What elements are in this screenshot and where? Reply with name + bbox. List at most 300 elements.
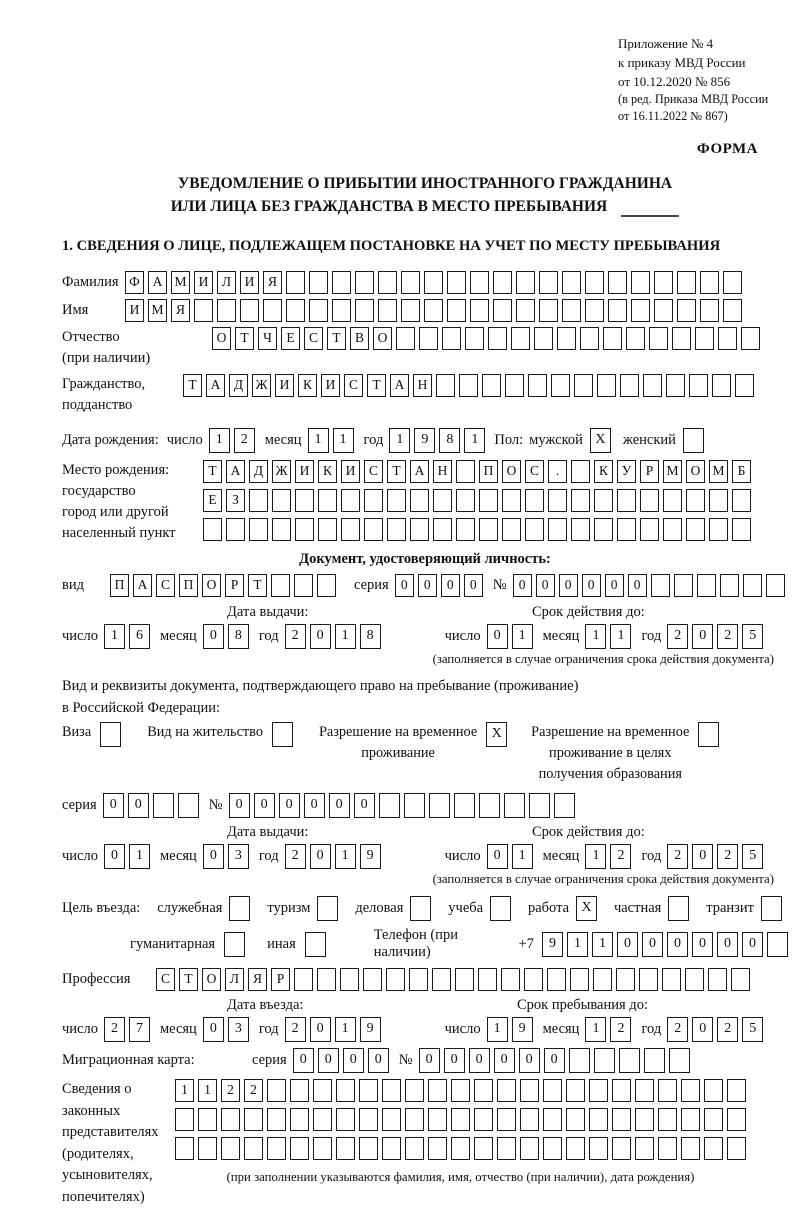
day-cell[interactable]: 2: [234, 428, 255, 453]
birth-place-cell[interactable]: [617, 489, 636, 512]
surname-cell[interactable]: И: [194, 271, 213, 294]
given-name-cell[interactable]: [470, 299, 489, 322]
representative-cell[interactable]: [566, 1137, 585, 1160]
patronymic-cell[interactable]: [396, 327, 415, 350]
residence-number-cell[interactable]: [529, 793, 550, 818]
patronymic-cell[interactable]: В: [350, 327, 369, 350]
surname-cell[interactable]: [378, 271, 397, 294]
surname-cell[interactable]: А: [148, 271, 167, 294]
year-cell[interactable]: 2: [717, 844, 738, 869]
given-name-cell[interactable]: [562, 299, 581, 322]
representative-cell[interactable]: [566, 1079, 585, 1102]
patronymic-cell[interactable]: Т: [235, 327, 254, 350]
citizenship-cell[interactable]: А: [390, 374, 409, 397]
representative-cell[interactable]: [589, 1079, 608, 1102]
representative-cell[interactable]: [221, 1137, 240, 1160]
year-cell[interactable]: 1: [335, 624, 356, 649]
profession-cell[interactable]: [662, 968, 681, 991]
day-cell[interactable]: 0: [487, 624, 508, 649]
birth-place-cell[interactable]: А: [226, 460, 245, 483]
citizenship-cell[interactable]: [712, 374, 731, 397]
profession-cell[interactable]: [547, 968, 566, 991]
patronymic-cell[interactable]: [511, 327, 530, 350]
birth-place-cell[interactable]: [709, 518, 728, 541]
profession-cell[interactable]: [708, 968, 727, 991]
doc-type-cell[interactable]: С: [156, 574, 175, 597]
representative-cell[interactable]: [658, 1108, 677, 1131]
year-cell[interactable]: 2: [717, 1017, 738, 1042]
representative-cell[interactable]: [221, 1108, 240, 1131]
migration-number-cell[interactable]: [594, 1048, 615, 1073]
birth-place-cell[interactable]: [410, 489, 429, 512]
representative-cell[interactable]: [497, 1079, 516, 1102]
birth-place-cell[interactable]: [341, 489, 360, 512]
birth-place-cell[interactable]: И: [341, 460, 360, 483]
birth-place-cell[interactable]: Ж: [272, 460, 291, 483]
citizenship-cell[interactable]: А: [206, 374, 225, 397]
patronymic-cell[interactable]: Ч: [258, 327, 277, 350]
birth-place-cell[interactable]: [686, 518, 705, 541]
residence-number-cell[interactable]: [479, 793, 500, 818]
residence-number-cell[interactable]: [504, 793, 525, 818]
birth-place-cell[interactable]: [364, 489, 383, 512]
patronymic-cell[interactable]: Е: [281, 327, 300, 350]
day-cell[interactable]: 1: [129, 844, 150, 869]
profession-cell[interactable]: [294, 968, 313, 991]
doc-number-cell[interactable]: [651, 574, 670, 597]
patronymic-cell[interactable]: [534, 327, 553, 350]
surname-cell[interactable]: [447, 271, 466, 294]
temporary-residence-education-checkbox[interactable]: [698, 722, 719, 747]
surname-cell[interactable]: Ф: [125, 271, 144, 294]
citizenship-cell[interactable]: [574, 374, 593, 397]
birth-place-cell[interactable]: С: [525, 460, 544, 483]
representative-cell[interactable]: 2: [221, 1079, 240, 1102]
residence-permit-checkbox[interactable]: [272, 722, 293, 747]
given-name-cell[interactable]: Я: [171, 299, 190, 322]
representative-cell[interactable]: 1: [198, 1079, 217, 1102]
citizenship-cell[interactable]: [551, 374, 570, 397]
given-name-cell[interactable]: [401, 299, 420, 322]
representative-cell[interactable]: [704, 1137, 723, 1160]
given-name-cell[interactable]: [493, 299, 512, 322]
representative-cell[interactable]: [497, 1108, 516, 1131]
birth-place-cell[interactable]: [203, 518, 222, 541]
migration-number-cell[interactable]: 0: [419, 1048, 440, 1073]
year-cell[interactable]: 2: [667, 844, 688, 869]
patronymic-cell[interactable]: О: [212, 327, 231, 350]
day-cell[interactable]: 6: [129, 624, 150, 649]
day-cell[interactable]: 0: [487, 844, 508, 869]
birth-place-cell[interactable]: С: [364, 460, 383, 483]
birth-place-cell[interactable]: [594, 518, 613, 541]
birth-place-cell[interactable]: [548, 518, 567, 541]
birth-place-cell[interactable]: [571, 489, 590, 512]
birth-place-cell[interactable]: Т: [387, 460, 406, 483]
migration-series-cell[interactable]: 0: [318, 1048, 339, 1073]
year-cell[interactable]: 0: [692, 624, 713, 649]
birth-place-cell[interactable]: Н: [433, 460, 452, 483]
migration-series-cell[interactable]: 0: [343, 1048, 364, 1073]
representative-cell[interactable]: [658, 1079, 677, 1102]
doc-series-cell[interactable]: 0: [395, 574, 414, 597]
profession-cell[interactable]: [478, 968, 497, 991]
profession-cell[interactable]: [639, 968, 658, 991]
citizenship-cell[interactable]: [482, 374, 501, 397]
purpose-private-checkbox[interactable]: [668, 896, 689, 921]
citizenship-cell[interactable]: Д: [229, 374, 248, 397]
profession-cell[interactable]: [363, 968, 382, 991]
representative-cell[interactable]: [359, 1108, 378, 1131]
doc-series-cell[interactable]: 0: [464, 574, 483, 597]
representative-cell[interactable]: [635, 1079, 654, 1102]
day-cell[interactable]: 1: [104, 624, 125, 649]
representative-cell[interactable]: 2: [244, 1079, 263, 1102]
month-cell[interactable]: 0: [203, 1017, 224, 1042]
birth-place-cell[interactable]: Д: [249, 460, 268, 483]
representative-cell[interactable]: [336, 1079, 355, 1102]
year-cell[interactable]: 5: [742, 1017, 763, 1042]
representative-cell[interactable]: [405, 1079, 424, 1102]
birth-place-cell[interactable]: [663, 518, 682, 541]
phone-digit-cell[interactable]: 1: [592, 932, 613, 957]
representative-cell[interactable]: [428, 1108, 447, 1131]
migration-number-cell[interactable]: [619, 1048, 640, 1073]
birth-place-cell[interactable]: [433, 489, 452, 512]
representative-cell[interactable]: [474, 1108, 493, 1131]
given-name-cell[interactable]: [263, 299, 282, 322]
month-cell[interactable]: 3: [228, 1017, 249, 1042]
year-cell[interactable]: 1: [335, 844, 356, 869]
birth-place-cell[interactable]: М: [709, 460, 728, 483]
representative-cell[interactable]: [566, 1108, 585, 1131]
doc-number-cell[interactable]: 0: [559, 574, 578, 597]
birth-place-cell[interactable]: [410, 518, 429, 541]
residence-number-cell[interactable]: [429, 793, 450, 818]
representative-cell[interactable]: [244, 1137, 263, 1160]
representative-cell[interactable]: [681, 1108, 700, 1131]
citizenship-cell[interactable]: [597, 374, 616, 397]
surname-cell[interactable]: М: [171, 271, 190, 294]
representative-cell[interactable]: [474, 1137, 493, 1160]
birth-place-cell[interactable]: [594, 489, 613, 512]
residence-number-cell[interactable]: [379, 793, 400, 818]
profession-cell[interactable]: [432, 968, 451, 991]
year-cell[interactable]: 8: [439, 428, 460, 453]
profession-cell[interactable]: О: [202, 968, 221, 991]
patronymic-cell[interactable]: [718, 327, 737, 350]
birth-place-cell[interactable]: [571, 518, 590, 541]
birth-place-cell[interactable]: .: [548, 460, 567, 483]
month-cell[interactable]: 8: [228, 624, 249, 649]
surname-cell[interactable]: [332, 271, 351, 294]
representative-cell[interactable]: [704, 1079, 723, 1102]
citizenship-cell[interactable]: Т: [183, 374, 202, 397]
sex-male-checkbox[interactable]: X: [590, 428, 611, 453]
year-cell[interactable]: 2: [285, 1017, 306, 1042]
representative-cell[interactable]: [497, 1137, 516, 1160]
year-cell[interactable]: 5: [742, 844, 763, 869]
profession-cell[interactable]: [685, 968, 704, 991]
year-cell[interactable]: 0: [310, 1017, 331, 1042]
migration-number-cell[interactable]: [669, 1048, 690, 1073]
day-cell[interactable]: 0: [104, 844, 125, 869]
residence-number-cell[interactable]: [454, 793, 475, 818]
representative-cell[interactable]: [198, 1108, 217, 1131]
given-name-cell[interactable]: [539, 299, 558, 322]
representative-cell[interactable]: [267, 1137, 286, 1160]
representative-cell[interactable]: [175, 1137, 194, 1160]
citizenship-cell[interactable]: Т: [367, 374, 386, 397]
profession-cell[interactable]: [409, 968, 428, 991]
birth-place-cell[interactable]: [479, 518, 498, 541]
year-cell[interactable]: 0: [310, 844, 331, 869]
patronymic-cell[interactable]: [626, 327, 645, 350]
year-cell[interactable]: 2: [667, 1017, 688, 1042]
birth-place-cell[interactable]: О: [686, 460, 705, 483]
phone-digit-cell[interactable]: 0: [742, 932, 763, 957]
representative-cell[interactable]: [727, 1108, 746, 1131]
residence-number-cell[interactable]: 0: [229, 793, 250, 818]
representative-cell[interactable]: [267, 1079, 286, 1102]
patronymic-cell[interactable]: [603, 327, 622, 350]
birth-place-cell[interactable]: [318, 489, 337, 512]
birth-place-cell[interactable]: К: [318, 460, 337, 483]
given-name-cell[interactable]: [700, 299, 719, 322]
year-cell[interactable]: 9: [414, 428, 435, 453]
representative-cell[interactable]: [175, 1108, 194, 1131]
migration-number-cell[interactable]: [569, 1048, 590, 1073]
birth-place-cell[interactable]: [272, 518, 291, 541]
residence-number-cell[interactable]: [554, 793, 575, 818]
phone-digit-cell[interactable]: 0: [667, 932, 688, 957]
birth-place-cell[interactable]: Р: [640, 460, 659, 483]
given-name-cell[interactable]: [677, 299, 696, 322]
birth-place-cell[interactable]: [456, 489, 475, 512]
representative-cell[interactable]: [451, 1137, 470, 1160]
birth-place-cell[interactable]: [456, 518, 475, 541]
phone-digit-cell[interactable]: 1: [567, 932, 588, 957]
citizenship-cell[interactable]: Н: [413, 374, 432, 397]
phone-digit-cell[interactable]: 0: [642, 932, 663, 957]
doc-type-cell[interactable]: [271, 574, 290, 597]
surname-cell[interactable]: [723, 271, 742, 294]
representative-cell[interactable]: [589, 1137, 608, 1160]
birth-place-cell[interactable]: [249, 518, 268, 541]
doc-type-cell[interactable]: А: [133, 574, 152, 597]
month-cell[interactable]: 1: [585, 624, 606, 649]
citizenship-cell[interactable]: К: [298, 374, 317, 397]
representative-cell[interactable]: [543, 1108, 562, 1131]
representative-cell[interactable]: [589, 1108, 608, 1131]
representative-cell[interactable]: [405, 1137, 424, 1160]
surname-cell[interactable]: [654, 271, 673, 294]
residence-number-cell[interactable]: 0: [254, 793, 275, 818]
profession-cell[interactable]: Р: [271, 968, 290, 991]
phone-digit-cell[interactable]: 0: [717, 932, 738, 957]
given-name-cell[interactable]: [240, 299, 259, 322]
surname-cell[interactable]: [355, 271, 374, 294]
representative-cell[interactable]: [543, 1137, 562, 1160]
citizenship-cell[interactable]: [459, 374, 478, 397]
purpose-official-checkbox[interactable]: [229, 896, 250, 921]
birth-place-cell[interactable]: [387, 489, 406, 512]
birth-place-cell[interactable]: К: [594, 460, 613, 483]
citizenship-cell[interactable]: И: [321, 374, 340, 397]
migration-number-cell[interactable]: 0: [544, 1048, 565, 1073]
surname-cell[interactable]: [286, 271, 305, 294]
year-cell[interactable]: 2: [717, 624, 738, 649]
purpose-humanitarian-checkbox[interactable]: [224, 932, 245, 957]
surname-cell[interactable]: И: [240, 271, 259, 294]
doc-type-cell[interactable]: П: [110, 574, 129, 597]
representative-cell[interactable]: [635, 1137, 654, 1160]
birth-place-cell[interactable]: [226, 518, 245, 541]
migration-number-cell[interactable]: 0: [494, 1048, 515, 1073]
citizenship-cell[interactable]: С: [344, 374, 363, 397]
doc-number-cell[interactable]: [743, 574, 762, 597]
phone-digit-cell[interactable]: 0: [617, 932, 638, 957]
profession-cell[interactable]: [340, 968, 359, 991]
birth-place-cell[interactable]: [295, 518, 314, 541]
doc-number-cell[interactable]: [697, 574, 716, 597]
year-cell[interactable]: 1: [389, 428, 410, 453]
doc-number-cell[interactable]: 0: [628, 574, 647, 597]
given-name-cell[interactable]: [332, 299, 351, 322]
residence-series-cell[interactable]: 0: [103, 793, 124, 818]
patronymic-cell[interactable]: [488, 327, 507, 350]
day-cell[interactable]: 1: [487, 1017, 508, 1042]
representative-cell[interactable]: [428, 1137, 447, 1160]
month-cell[interactable]: 3: [228, 844, 249, 869]
profession-cell[interactable]: [570, 968, 589, 991]
representative-cell[interactable]: [290, 1108, 309, 1131]
representative-cell[interactable]: [612, 1137, 631, 1160]
representative-cell[interactable]: [290, 1079, 309, 1102]
birth-place-cell[interactable]: [364, 518, 383, 541]
birth-place-cell[interactable]: [686, 489, 705, 512]
day-cell[interactable]: 1: [209, 428, 230, 453]
profession-cell[interactable]: Л: [225, 968, 244, 991]
doc-number-cell[interactable]: 0: [605, 574, 624, 597]
doc-number-cell[interactable]: 0: [582, 574, 601, 597]
doc-type-cell[interactable]: [317, 574, 336, 597]
representative-cell[interactable]: [451, 1108, 470, 1131]
doc-type-cell[interactable]: Т: [248, 574, 267, 597]
surname-cell[interactable]: Я: [263, 271, 282, 294]
birth-place-cell[interactable]: [502, 489, 521, 512]
representative-cell[interactable]: [290, 1137, 309, 1160]
birth-place-cell[interactable]: О: [502, 460, 521, 483]
given-name-cell[interactable]: [608, 299, 627, 322]
representative-cell[interactable]: [359, 1137, 378, 1160]
year-cell[interactable]: 2: [285, 624, 306, 649]
surname-cell[interactable]: [401, 271, 420, 294]
profession-cell[interactable]: [524, 968, 543, 991]
purpose-tourism-checkbox[interactable]: [317, 896, 338, 921]
birth-place-cell[interactable]: [456, 460, 475, 483]
birth-place-cell[interactable]: [640, 518, 659, 541]
profession-cell[interactable]: [317, 968, 336, 991]
month-cell[interactable]: 1: [333, 428, 354, 453]
representative-cell[interactable]: [405, 1108, 424, 1131]
doc-series-cell[interactable]: 0: [441, 574, 460, 597]
given-name-cell[interactable]: [516, 299, 535, 322]
patronymic-cell[interactable]: [465, 327, 484, 350]
birth-place-cell[interactable]: [571, 460, 590, 483]
citizenship-cell[interactable]: И: [275, 374, 294, 397]
representative-cell[interactable]: [336, 1108, 355, 1131]
day-cell[interactable]: 7: [129, 1017, 150, 1042]
month-cell[interactable]: 1: [585, 1017, 606, 1042]
surname-cell[interactable]: [562, 271, 581, 294]
representative-cell[interactable]: [313, 1137, 332, 1160]
doc-series-cell[interactable]: 0: [418, 574, 437, 597]
doc-number-cell[interactable]: [720, 574, 739, 597]
representative-cell[interactable]: [382, 1108, 401, 1131]
year-cell[interactable]: 0: [692, 844, 713, 869]
birth-place-cell[interactable]: М: [663, 460, 682, 483]
year-cell[interactable]: 8: [360, 624, 381, 649]
representative-cell[interactable]: [635, 1108, 654, 1131]
birth-place-cell[interactable]: [548, 489, 567, 512]
phone-digit-cell[interactable]: [767, 932, 788, 957]
representative-cell[interactable]: [336, 1137, 355, 1160]
migration-series-cell[interactable]: 0: [293, 1048, 314, 1073]
given-name-cell[interactable]: [355, 299, 374, 322]
representative-cell[interactable]: [267, 1108, 286, 1131]
citizenship-cell[interactable]: [643, 374, 662, 397]
birth-place-cell[interactable]: [640, 489, 659, 512]
profession-cell[interactable]: С: [156, 968, 175, 991]
representative-cell[interactable]: [727, 1137, 746, 1160]
profession-cell[interactable]: [616, 968, 635, 991]
citizenship-cell[interactable]: [620, 374, 639, 397]
birth-place-cell[interactable]: [272, 489, 291, 512]
day-cell[interactable]: 9: [512, 1017, 533, 1042]
patronymic-cell[interactable]: [672, 327, 691, 350]
given-name-cell[interactable]: [723, 299, 742, 322]
representative-cell[interactable]: [451, 1079, 470, 1102]
representative-cell[interactable]: [612, 1079, 631, 1102]
surname-cell[interactable]: [516, 271, 535, 294]
birth-place-cell[interactable]: [433, 518, 452, 541]
given-name-cell[interactable]: [309, 299, 328, 322]
birth-place-cell[interactable]: [249, 489, 268, 512]
purpose-transit-checkbox[interactable]: [761, 896, 782, 921]
representative-cell[interactable]: 1: [175, 1079, 194, 1102]
doc-number-cell[interactable]: 0: [536, 574, 555, 597]
residence-series-cell[interactable]: [178, 793, 199, 818]
year-cell[interactable]: 0: [692, 1017, 713, 1042]
surname-cell[interactable]: Л: [217, 271, 236, 294]
day-cell[interactable]: 1: [512, 844, 533, 869]
residence-number-cell[interactable]: 0: [329, 793, 350, 818]
patronymic-cell[interactable]: [580, 327, 599, 350]
patronymic-cell[interactable]: [695, 327, 714, 350]
representative-cell[interactable]: [198, 1137, 217, 1160]
surname-cell[interactable]: [700, 271, 719, 294]
representative-cell[interactable]: [313, 1079, 332, 1102]
migration-number-cell[interactable]: [644, 1048, 665, 1073]
representative-cell[interactable]: [658, 1137, 677, 1160]
citizenship-cell[interactable]: [689, 374, 708, 397]
given-name-cell[interactable]: И: [125, 299, 144, 322]
doc-number-cell[interactable]: 0: [513, 574, 532, 597]
representative-cell[interactable]: [543, 1079, 562, 1102]
given-name-cell[interactable]: [194, 299, 213, 322]
profession-cell[interactable]: [593, 968, 612, 991]
